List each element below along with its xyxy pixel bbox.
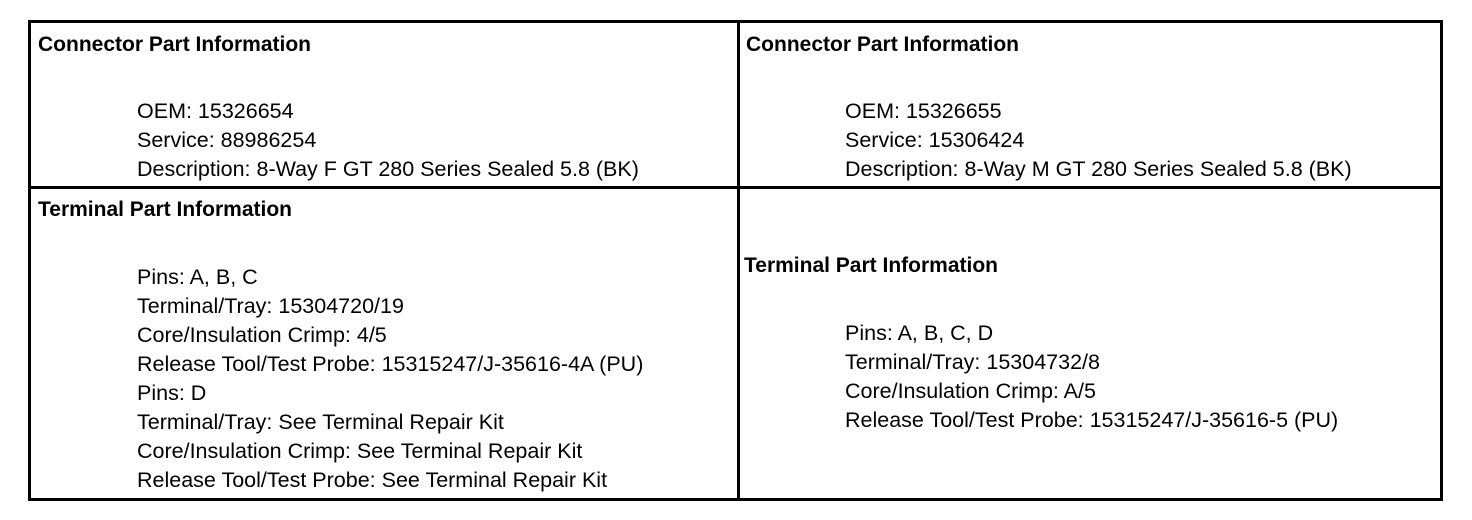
connector-info-details <box>137 97 639 184</box>
crimp-line: Core/Insulation Crimp: 4/5 <box>137 323 387 347</box>
terminal-tray-line: Terminal/Tray: 15304732/8 <box>845 350 1100 374</box>
terminal-info-cell-left <box>31 189 740 498</box>
connector-description: Description: 8-Way F GT 280 Series Sealed 5.8 (BK) <box>137 157 639 181</box>
connector-info-cell-left <box>31 23 740 189</box>
connector-info-heading: Connector Part Information <box>746 33 1020 56</box>
release-tool-line: Release Tool/Test Probe: 15315247/J-35616-4A (PU) <box>137 352 644 376</box>
pins-line: Pins: A, B, C <box>137 265 258 289</box>
terminal-info-cell-right <box>740 189 1440 498</box>
terminal-tray-line: Terminal/Tray: 15304720/19 <box>137 294 404 318</box>
connector-info-heading: Connector Part Information <box>38 33 312 56</box>
service-number: Service: 15306424 <box>845 128 1025 152</box>
terminal-info-heading: Terminal Part Information <box>744 254 998 277</box>
release-tool-line: Release Tool/Test Probe: See Terminal Repair Kit <box>137 468 608 492</box>
terminal-info-heading: Terminal Part Information <box>38 198 292 221</box>
oem-number: OEM: 15326655 <box>845 99 1002 123</box>
terminal-info-details <box>845 319 1338 435</box>
terminal-tray-line: Terminal/Tray: See Terminal Repair Kit <box>137 410 504 434</box>
crimp-line: Core/Insulation Crimp: See Terminal Repair Kit <box>137 439 583 463</box>
release-tool-line: Release Tool/Test Probe: 15315247/J-35616-5 (PU) <box>845 408 1339 432</box>
part-information-table <box>28 20 1443 501</box>
service-number: Service: 88986254 <box>137 128 317 152</box>
connector-info-cell-right <box>740 23 1440 189</box>
oem-number: OEM: 15326654 <box>137 99 294 123</box>
connector-info-details <box>845 97 1352 184</box>
connector-description: Description: 8-Way M GT 280 Series Sealed 5.8 (BK) <box>845 157 1352 181</box>
crimp-line: Core/Insulation Crimp: A/5 <box>845 379 1096 403</box>
terminal-info-details <box>137 263 643 495</box>
pins-line: Pins: D <box>137 381 207 405</box>
pins-line: Pins: A, B, C, D <box>845 321 994 345</box>
